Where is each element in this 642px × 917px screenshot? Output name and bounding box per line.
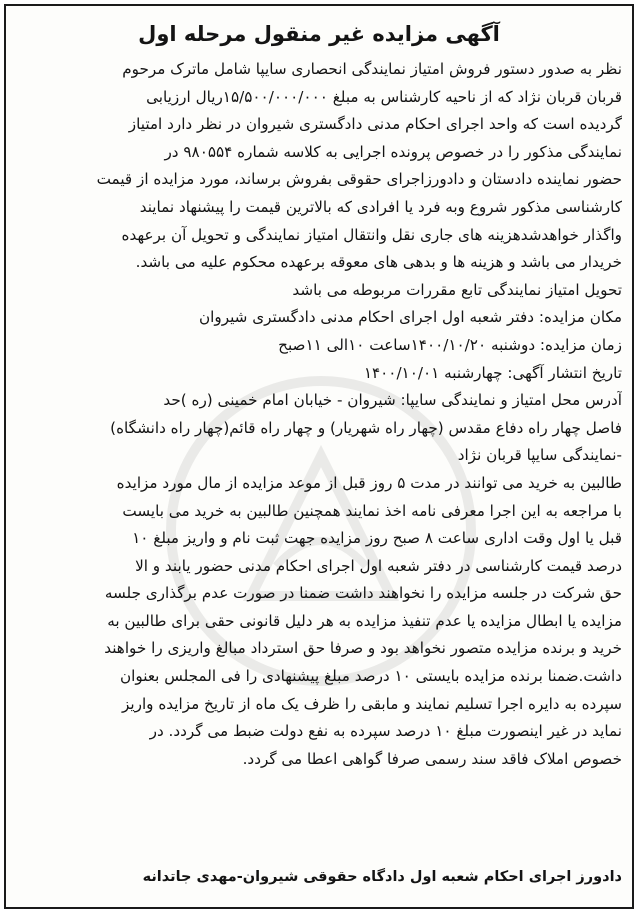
notice-page xyxy=(4,4,634,909)
notice-line: تحویل امتیاز نمایندگی تابع مقررات مربوطه می باشد xyxy=(292,280,622,299)
notice-line: آدرس محل امتیاز و نمایندگی سایپا: شیروان - خیابان امام خمینی (ره )حد xyxy=(163,391,622,410)
notice-line: مزایده یا ابطال مزایده یا عدم تنفیذ مزایده به هر دلیل قانونی حقی برای طالبین به xyxy=(107,611,622,630)
notice-line: سپرده به دایره اجرا تسلیم نمایند و مابقی را ظرف یک ماه از تاریخ مزایده واریز xyxy=(122,694,622,713)
notice-line: نمایندگی مذکور را در خصوص پرونده اجرایی به کلاسه شماره ۹۸۰۵۵۴ در xyxy=(164,142,622,161)
notice-line: درصد قیمت کارشناسی در دفتر شعبه اول اجرای احکام مدنی حضور یابند و الا xyxy=(135,556,622,575)
notice-line: داشت.ضمنا برنده مزایده بایستی ۱۰ درصد مبلغ پیشنهادی را فی المجلس بعنوان xyxy=(120,667,622,686)
notice-title: آگهی مزایده غیر منقول مرحله اول xyxy=(138,22,500,46)
notice-line: خریدار می باشد و هزینه ها و بدهی های معوقه برعهده محکوم علیه می باشد. xyxy=(135,253,622,272)
notice-line: مکان مزایده: دفتر شعبه اول اجرای احکام مدنی دادگستری شیروان xyxy=(199,308,622,327)
notice-line: قبل یا اول وقت اداری ساعت ۸ صبح روز مزایده جهت ثبت نام و واریز مبلغ ۱۰ xyxy=(132,529,622,548)
notice-line: نظر به صدور دستور فروش امتیاز نمایندگی انحصاری سایپا شامل ماترک مرحوم xyxy=(122,60,622,78)
notice-line: گردیده است که واحد اجرای احکام مدنی دادگستری شیروان در نظر دارد امتیاز xyxy=(128,115,622,134)
notice-line: حضور نماینده دادستان و دادورزاجرای حقوقی بفروش برساند، مورد مزایده از قیمت xyxy=(96,170,622,189)
notice-line: زمان مزایده: دوشنبه ۱۴۰۰/۱۰/۲۰ساعت ۱۰الی ۱۱صبح xyxy=(278,335,622,354)
notice-line: طالبین به خرید می توانند در مدت ۵ روز قبل از موعد مزایده از مال مورد مزایده xyxy=(116,473,622,492)
notice-line: قربان قربان نژاد که از ناحیه کارشناس به مبلغ ۱۵/۵۰۰/۰۰۰/۰۰۰ریال ارزیابی xyxy=(146,87,622,106)
notice-line: نماید در غیر اینصورت مبلغ ۱۰ درصد سپرده به نفع دولت ضبط می گردد. در xyxy=(149,722,622,741)
notice-line: تاریخ انتشار آگهی: چهارشنبه ۱۴۰۰/۱۰/۰۱ xyxy=(363,363,622,382)
signature-line: دادورز اجرای احکام شعبه اول دادگاه حقوقی شیروان-مهدی جاتدانه xyxy=(142,869,622,885)
notice-line: واگذار خواهدشدهزینه های جاری نقل وانتقال امتیاز نمایندگی و تحویل آن برعهده xyxy=(121,225,622,244)
notice-body xyxy=(6,56,632,773)
notice-line: خصوص املاک فاقد سند رسمی صرفا گواهی اعطا می گردد. xyxy=(242,749,622,768)
notice-line: -نمایندگی سایپا قربان نژاد xyxy=(457,446,622,465)
notice-line: با مراجعه به این اجرا معرفی نامه اخذ نمایند همچنین طالبین به خرید می بایست xyxy=(122,501,622,520)
notice-line: فاصل چهار راه دفاع مقدس (چهار راه شهریار) و چهار راه قائم(چهار راه دانشگاه) xyxy=(110,418,622,437)
notice-line: حق شرکت در جلسه مزایده را نخواهند داشت ضمنا در صورت عدم برگذاری جلسه xyxy=(104,584,622,603)
notice-line: کارشناسی مذکور شروع وبه فرد یا افرادی که بالاترین قیمت را پیشنهاد نمایند xyxy=(139,197,622,216)
notice-line: خرید و برنده مزایده متصور نخواهد بود و صرفا حق استرداد مبالغ واریزی را خواهند xyxy=(104,639,622,658)
